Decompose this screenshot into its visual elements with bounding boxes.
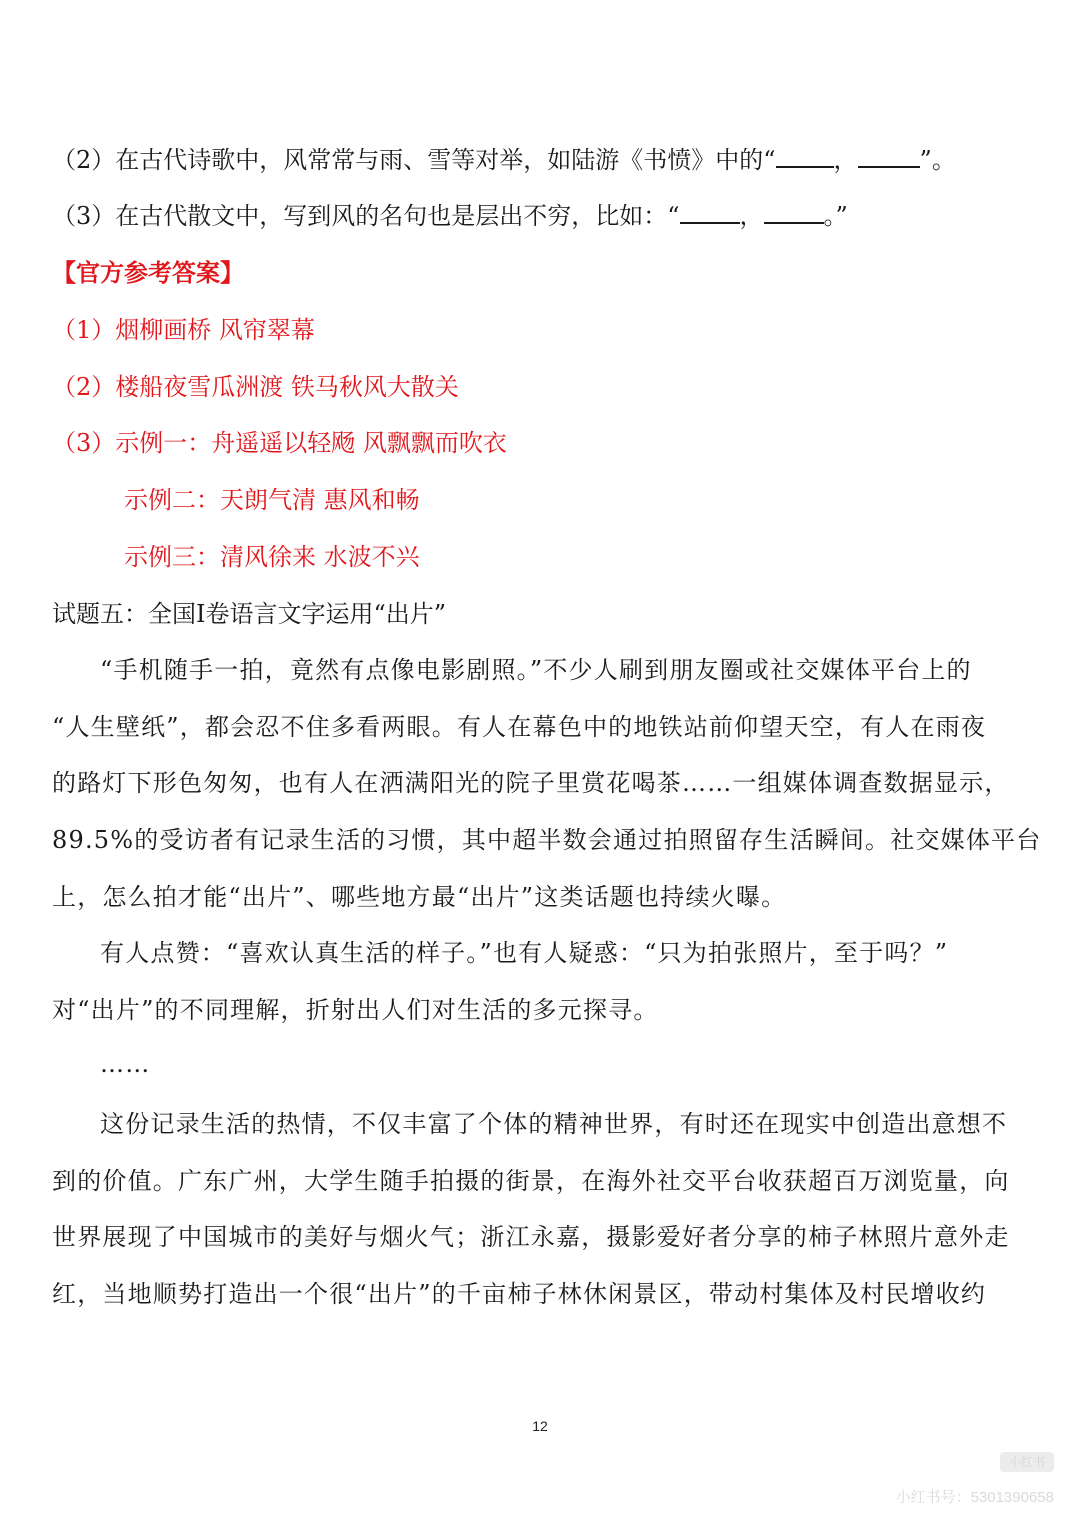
question-3-end: 。” <box>823 202 848 230</box>
question-3 <box>52 199 848 233</box>
page-number: 12 <box>532 1418 548 1434</box>
paragraph-line: 对“出片”的不同理解，折射出人们对生活的多元探寻。 <box>52 996 659 1024</box>
answer-1: （1）烟柳画桥 风帘翠幕 <box>52 316 315 344</box>
answer-blank[interactable] <box>680 200 740 224</box>
answer-blank[interactable] <box>776 144 834 168</box>
question-3-sep: ， <box>739 202 764 230</box>
question-2-end: ”。 <box>919 146 956 174</box>
answer-blank[interactable] <box>858 144 920 168</box>
watermark-badge: 小红书 <box>1000 1452 1054 1472</box>
paragraph-line: 这份记录生活的热情，不仅丰富了个体的精神世界，有时还在现实中创造出意想不 <box>100 1110 1008 1138</box>
answer-3-example-3: 示例三：清风徐来 水波不兴 <box>124 543 420 571</box>
answer-header: 【官方参考答案】 <box>52 258 244 287</box>
answer-2: （2）楼船夜雪瓜洲渡 铁马秋风大散关 <box>52 373 459 401</box>
answer-blank[interactable] <box>764 200 824 224</box>
question-2-sep: ， <box>833 146 858 174</box>
answer-3: （3）示例一：舟遥遥以轻飏 风飘飘而吹衣 <box>52 429 507 457</box>
watermark-id: 小红书号：5301390658 <box>895 1489 1054 1506</box>
paragraph-line: 世界展现了中国城市的美好与烟火气；浙江永嘉，摄影爱好者分享的柿子林照片意外走 <box>52 1223 1010 1251</box>
section-title: 试题五：全国Ⅰ卷语言文字运用“出片” <box>52 600 447 628</box>
paragraph-line: “人生壁纸”，都会忍不住多看两眼。有人在幕色中的地铁站前仰望天空，有人在雨夜 <box>52 713 987 741</box>
paragraph-line: 有人点赞：“喜欢认真生活的样子。”也有人疑惑：“只为拍张照片，至于吗？” <box>100 939 949 967</box>
question-3-text: （3）在古代散文中，写到风的名句也是层出不穷，比如：“ <box>52 202 680 230</box>
paragraph-line: “手机随手一拍，竟然有点像电影剧照。”不少人刷到朋友圈或社交媒体平台上的 <box>100 656 972 684</box>
answer-3-example-2: 示例二：天朗气清 惠风和畅 <box>124 486 420 514</box>
paragraph-line: 上，怎么拍才能“出片”、哪些地方最“出片”这类话题也持续火曝。 <box>52 883 787 911</box>
paragraph-line: 到的价值。广东广州，大学生随手拍摄的街景，在海外社交平台收获超百万浏览量，向 <box>52 1167 1010 1195</box>
paragraph-line: 的路灯下形色匆匆，也有人在洒满阳光的院子里赏花喝茶……一组媒体调查数据显示， <box>52 769 1010 797</box>
paragraph-line: 89.5%的受访者有记录生活的习惯，其中超半数会通过拍照留存生活瞬间。社交媒体平台 <box>52 826 1042 854</box>
ellipsis-line: …… <box>100 1050 151 1078</box>
question-2 <box>52 143 956 177</box>
paragraph-line: 红，当地顺势打造出一个很“出片”的千亩柿子林休闲景区，带动村集体及村民增收约 <box>52 1280 987 1308</box>
question-2-text: （2）在古代诗歌中，风常常与雨、雪等对举，如陆游《书愤》中的“ <box>52 146 776 174</box>
